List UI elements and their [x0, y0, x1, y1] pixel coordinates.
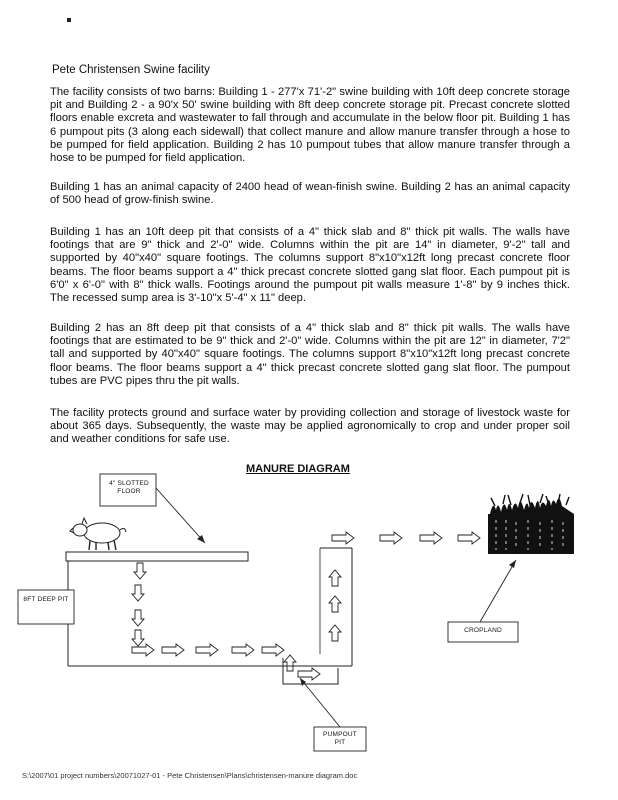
cropland-leader-line [480, 560, 516, 622]
flow-arrow-right [162, 644, 184, 656]
pumpout-pit-label: PUMPOUT PIT [323, 731, 357, 746]
flow-arrow-right [332, 532, 354, 544]
flow-arrow-up [329, 570, 341, 586]
paragraph-facility-overview: The facility consists of two barns: Building 1 - 277'x 71'-2" swine building with 10ft deep concrete storage pit and Building 2 - a 90'x 50' swine building with 8ft deep concrete storage pit. Precast concrete slotted floors enable excreta and wastewater to fall through and accumulate in the below floor pit. Building 1 has 6 pumpout pits (3 along each sidewall) that collect manure and allow manure transfer through a hose to be pumped for field application. Building 2 has 10 pumpout tubes that allow manure transfer through a hose to be pumped for field application. [50, 86, 570, 165]
paragraph-building-1-pit: Building 1 has an 10ft deep pit that consists of a 4" thick slab and 8" thick pit walls. The walls have footings that are 9" thick and 2'-0" wide. Columns within the pit are 14" in diameter, 9'-2" tall and supported by 40"x40" square footings. The columns support 8"x10"x12ft long precast concrete floor beams. The floor beams support a 4" thick precast concrete slotted gang slat floor. Each pumpout pit is 6'0" x 6'-0" with 8" thick walls. Footings around the pumpout pit walls measure 1'-8" by 9 inches thick. The recessed sump area is 3'-10"x 5'-4" x 11" deep. [50, 226, 570, 305]
slotted-floor-leader-line [156, 488, 205, 543]
flow-arrow-right [232, 644, 254, 656]
flow-arrow-down [134, 563, 146, 579]
paragraph-water-protection: The facility protects ground and surface water by providing collection and storage of livestock waste for about 365 days. Subsequently, the waste may be applied agronomically to crop and under proper soil and weather conditions for safe use. [50, 407, 570, 446]
footer-file-path: S:\2007\01 project numbers\20071027-01 - Pete Christensen\Plans\christensen-manure diagram.doc [22, 771, 358, 780]
slotted-floor-slab [66, 552, 248, 561]
flow-arrow-right [262, 644, 284, 656]
flow-arrow-right [132, 644, 154, 656]
flow-arrow-down [132, 630, 144, 646]
cropland-label: CROPLAND [464, 627, 502, 634]
slotted-floor-label: 4" SLOTTED FLOOR [109, 480, 149, 495]
flow-arrow-down [132, 585, 144, 601]
flow-arrow-right [380, 532, 402, 544]
flow-arrow-up [329, 596, 341, 612]
page-title: Pete Christensen Swine facility [52, 64, 210, 76]
slotted-floor-leader-arrowhead [197, 535, 205, 543]
flow-arrow-up [284, 655, 296, 671]
flow-arrow-down [132, 610, 144, 626]
flow-arrow-right [420, 532, 442, 544]
pit-label: 8FT DEEP PIT [23, 596, 69, 603]
flow-arrow-right [196, 644, 218, 656]
flow-arrow-right [458, 532, 480, 544]
diagram-title: MANURE DIAGRAM [246, 463, 350, 475]
pumpout-pit-leader-line [300, 678, 340, 727]
paragraph-capacity: Building 1 has an animal capacity of 2400 head of wean-finish swine. Building 2 has an animal capacity of 500 head of grow-finish swine. [50, 181, 570, 207]
paragraph-building-2-pit: Building 2 has an 8ft deep pit that consists of a 4" thick slab and 8" thick pit walls. The walls have footings that are estimated to be 9" thick and 2'-0" wide. Columns within the pit are 12" in diameter, 7'2" tall and supported by 40"x40" square footings. The columns support 8"x10"x12ft long precast concrete floor beams. The floor beams support a 4" thick precast concrete slotted gang slat floor. The pumpout tubes are PVC pipes thru the pit walls. [50, 322, 570, 387]
flow-arrow-up [329, 625, 341, 641]
flow-arrow-right [298, 668, 320, 680]
cropland-leader-arrowhead [509, 560, 516, 568]
pig-icon [70, 518, 126, 550]
crop-field-icon [488, 494, 574, 554]
